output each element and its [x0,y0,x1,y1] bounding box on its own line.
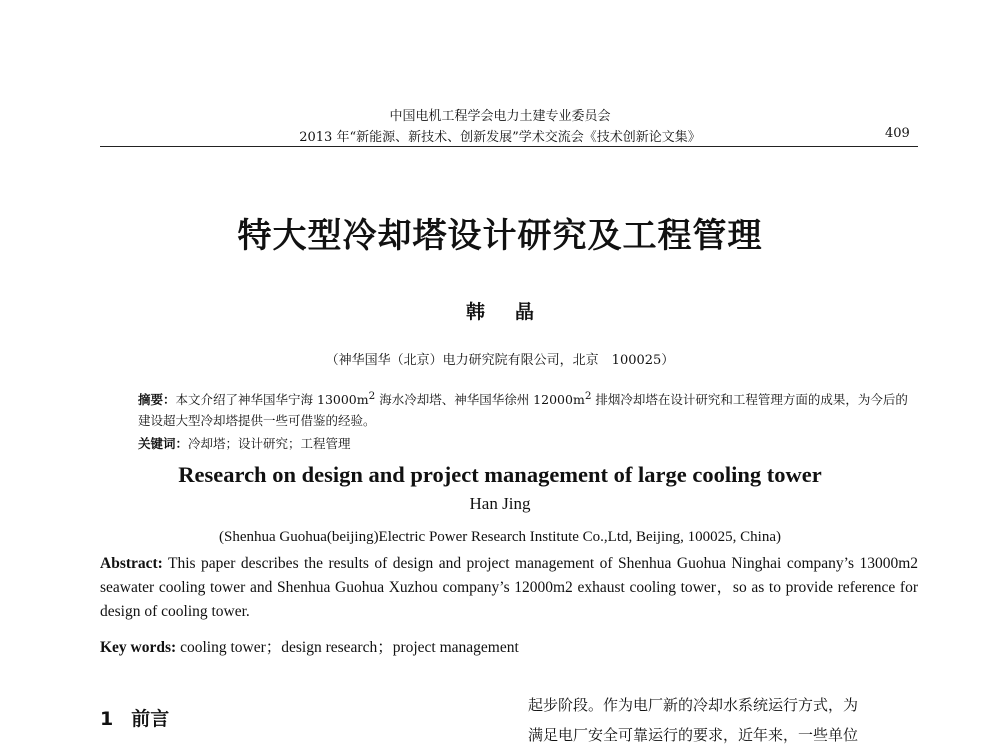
keywords-en [100,635,918,657]
section-heading [100,704,169,731]
abstract-cn-text-2: 海水冷却塔、神华国华徐州 12000m [375,392,585,408]
keywords-cn [138,434,918,452]
running-header-proceedings: 2013 年“新能源、新技术、创新发展”学术交流会《技术创新论文集》 [299,130,701,145]
page-number: 409 [885,126,910,141]
author-cn: 韩晶 [465,301,564,323]
section-title: 前言 [131,708,170,730]
affiliation-cn: （神华国华（北京）电力研究院有限公司，北京 100025） [325,353,675,368]
abstract-en-label: Abstract: [100,555,163,572]
body-column-right [528,690,920,750]
keywords-cn-text: 冷却塔；设计研究；工程管理 [188,436,351,451]
body-line: 起步阶段。作为电厂新的冷却水系统运行方式，为 [528,696,859,714]
abstract-cn-text-3: 排烟冷却塔在设计研究和工程管理方面的成果，为今后的建设超大型冷却塔提供一些可借鉴的经验。 [138,392,908,429]
author-en: Han Jing [469,494,531,513]
abstract-cn-sup-1: 2 [368,390,376,402]
abstract-cn [138,386,918,431]
body-line: 满足电厂安全可靠运行的要求，近年来，一些单位 [528,726,859,744]
abstract-cn-sup-2: 2 [584,390,592,402]
keywords-cn-label: 关键词： [138,436,189,451]
running-header-society: 中国电机工程学会电力土建专业委员会 [389,109,611,124]
abstract-cn-label: 摘要： [138,392,176,408]
section-number: 1 [100,708,114,730]
abstract-cn-text-1: 本文介绍了神华国华宁海 13000m [175,392,369,408]
keywords-en-label: Key words: [100,639,177,656]
abstract-en-text: This paper describes the results of design and project management of Shenhua Guohua Ninghai company’s 13000m2 seawater cooling tower and Shenhua Guohua Xuzhou company’s 12000m2 exhaust cooling tower，so as to provide reference for design of cooling tower. [100,555,918,620]
paper-title-en: Research on design and project management of large cooling tower [178,462,822,487]
paper-title-cn: 特大型冷却塔设计研究及工程管理 [237,216,763,256]
keywords-en-text: cooling tower；design research；project management [176,639,519,656]
header-rule [100,146,918,147]
affiliation-en: (Shenhua Guohua(beijing)Electric Power Research Institute Co.,Ltd, Beijing, 100025, China) [219,529,781,545]
abstract-en [100,552,918,624]
